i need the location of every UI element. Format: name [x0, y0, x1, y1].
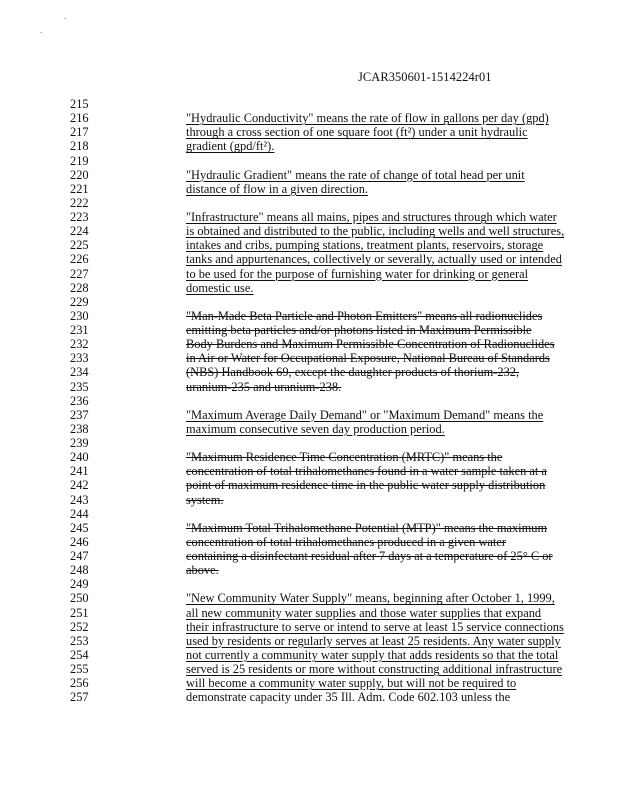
inserted-text-line: distance of flow in a given direction. [186, 181, 369, 196]
deleted-text-line: (NBS) Handbook 69, except the daughter products of thorium-232, [186, 365, 520, 380]
line-number: 256 [70, 676, 89, 691]
line-number: 239 [70, 436, 89, 450]
inserted-text-line: gradient (gpd/ft²). [186, 139, 275, 154]
document-line [0, 591, 618, 605]
document-line [0, 295, 618, 309]
line-number: 237 [70, 407, 89, 422]
document-line [0, 464, 618, 478]
document-line [0, 676, 618, 690]
inserted-text-line: "Infrastructure" means all mains, pipes and structures through which water [186, 210, 557, 224]
document-line [0, 111, 618, 125]
inserted-text-line: used by residents or regularly serves at least 25 residents. Any water supply [186, 633, 561, 648]
line-number: 238 [70, 421, 89, 436]
line-number: 225 [70, 238, 89, 253]
inserted-text-line: domestic use. [186, 280, 254, 295]
document-line [0, 182, 618, 196]
line-number: 222 [70, 195, 89, 210]
deleted-text-line: in Air or Water for Occupational Exposure, National Bureau of Standards [186, 351, 550, 366]
inserted-text-line: to be used for the purpose of furnishing water for drinking or general [186, 266, 529, 281]
document-line [0, 323, 618, 337]
line-number: 241 [70, 464, 89, 479]
line-number: 254 [70, 647, 89, 662]
document-line [0, 422, 618, 436]
document-line [0, 224, 618, 238]
line-number: 252 [70, 619, 89, 634]
line-number: 243 [70, 492, 89, 507]
deleted-text-line: uranium-235 and uranium-238. [186, 379, 342, 394]
document-line [0, 634, 618, 648]
inserted-text-line: maximum consecutive seven day production period. [186, 421, 445, 436]
inserted-text-line: "Hydraulic Conductivity" means the rate of flow in gallons per day (gpd) [186, 111, 549, 126]
line-number: 236 [70, 393, 89, 408]
document-id: JCAR350601-1514224r01 [358, 70, 492, 84]
line-number: 247 [70, 549, 89, 563]
deleted-text-line: containing a disinfectant residual after 7 days at a temperature of 25° C or [186, 549, 553, 563]
line-number: 251 [70, 605, 89, 620]
document-line [0, 380, 618, 394]
document-line [0, 168, 618, 182]
inserted-text-line: "Hydraulic Gradient" means the rate of change of total head per unit [186, 167, 525, 182]
document-line [0, 154, 618, 168]
document-line [0, 281, 618, 295]
inserted-text-line: intakes and cribs, pumping stations, treatment plants, reservoirs, storage [186, 238, 544, 253]
line-number: 230 [70, 308, 89, 323]
document-line [0, 125, 618, 139]
document-line [0, 620, 618, 634]
document-line [0, 535, 618, 549]
document-line [0, 408, 618, 422]
inserted-text-line: not currently a community water supply that adds residents so that the total [186, 647, 559, 662]
document-line [0, 662, 618, 676]
document-line [0, 549, 618, 563]
line-number: 250 [70, 591, 89, 606]
line-number: 231 [70, 323, 89, 337]
document-line [0, 521, 618, 535]
line-number: 221 [70, 181, 89, 196]
document-line [0, 436, 618, 450]
document-line [0, 196, 618, 210]
document-line [0, 267, 618, 281]
inserted-text-line: "Maximum Average Daily Demand" or "Maximum Demand" means the [186, 407, 544, 422]
line-number: 224 [70, 224, 89, 239]
line-number: 227 [70, 266, 89, 281]
line-number: 242 [70, 478, 89, 493]
inserted-text-line: all new community water supplies and those water supplies that expand [186, 605, 542, 620]
document-line [0, 351, 618, 365]
document-line [0, 238, 618, 252]
line-number: 216 [70, 111, 89, 126]
line-number: 220 [70, 167, 89, 182]
deleted-text-line: point of maximum residence time in the public water supply distribution [186, 478, 546, 493]
deleted-text-line: concentration of total trihalomethanes found in a water sample taken at a [186, 464, 547, 479]
line-number: 229 [70, 294, 89, 309]
line-number: 219 [70, 153, 89, 168]
document-line [0, 493, 618, 507]
deleted-text-line: Body Burdens and Maximum Permissible Concentration of Radionuclides [186, 337, 555, 352]
document-line [0, 478, 618, 492]
line-number: 246 [70, 534, 89, 549]
document-line [0, 690, 618, 704]
deleted-text-line: "Man-Made Beta Particle and Photon Emitters" means all radionuclides [186, 308, 543, 323]
document-line [0, 563, 618, 577]
inserted-text-line: their infrastructure to serve or intend to serve at least 15 service connections [186, 619, 564, 634]
text-line: demonstrate capacity under 35 Ill. Adm. Code 602.103 unless the [186, 690, 511, 705]
inserted-text-line: through a cross section of one square foot (ft²) under a unit hydraulic [186, 125, 528, 140]
inserted-text-line: served is 25 residents or more without constructing additional infrastructure [186, 662, 563, 676]
deleted-text-line: "Maximum Residence Time Concentration (MRTC)" means the [186, 450, 503, 465]
line-number: 217 [70, 125, 89, 140]
document-line [0, 606, 618, 620]
document-line [0, 252, 618, 266]
line-number: 223 [70, 210, 89, 224]
inserted-text-line: will become a community water supply, but will not be required to [186, 676, 517, 691]
document-line [0, 577, 618, 591]
line-number: 235 [70, 379, 89, 394]
document-line [0, 648, 618, 662]
document-line [0, 97, 618, 111]
line-number: 244 [70, 506, 89, 521]
line-number: 249 [70, 577, 89, 592]
line-number: 228 [70, 280, 89, 295]
document-line [0, 450, 618, 464]
line-number: 255 [70, 662, 89, 676]
inserted-text-line: tanks and appurtenances, collectively or severally, actually used or intended [186, 252, 562, 267]
document-line [0, 309, 618, 323]
line-number: 226 [70, 252, 89, 267]
deleted-text-line: above. [186, 563, 219, 578]
scan-speck [64, 18, 66, 19]
document-line [0, 394, 618, 408]
document-line [0, 507, 618, 521]
deleted-text-line: emitting beta particles and/or photons listed in Maximum Permissible [186, 323, 532, 337]
line-number: 248 [70, 563, 89, 578]
line-number: 240 [70, 450, 89, 465]
inserted-text-line: "New Community Water Supply" means, beginning after October 1, 1999, [186, 591, 555, 606]
deleted-text-line: concentration of total trihalomethanes produced in a given water [186, 534, 506, 549]
line-number: 234 [70, 365, 89, 380]
line-number: 245 [70, 520, 89, 535]
line-number: 257 [70, 690, 89, 705]
line-number: 215 [70, 97, 89, 111]
document-line [0, 365, 618, 379]
scan-speck [40, 32, 42, 33]
line-number: 218 [70, 139, 89, 154]
inserted-text-line: is obtained and distributed to the public, including wells and well structures, [186, 224, 565, 239]
deleted-text-line: "Maximum Total Trihalomethane Potential (MTP)" means the maximum [186, 520, 548, 535]
deleted-text-line: system. [186, 492, 224, 507]
document-line [0, 139, 618, 153]
line-number: 232 [70, 337, 89, 352]
document-line [0, 210, 618, 224]
document-line [0, 337, 618, 351]
line-number: 253 [70, 633, 89, 648]
line-number: 233 [70, 351, 89, 366]
